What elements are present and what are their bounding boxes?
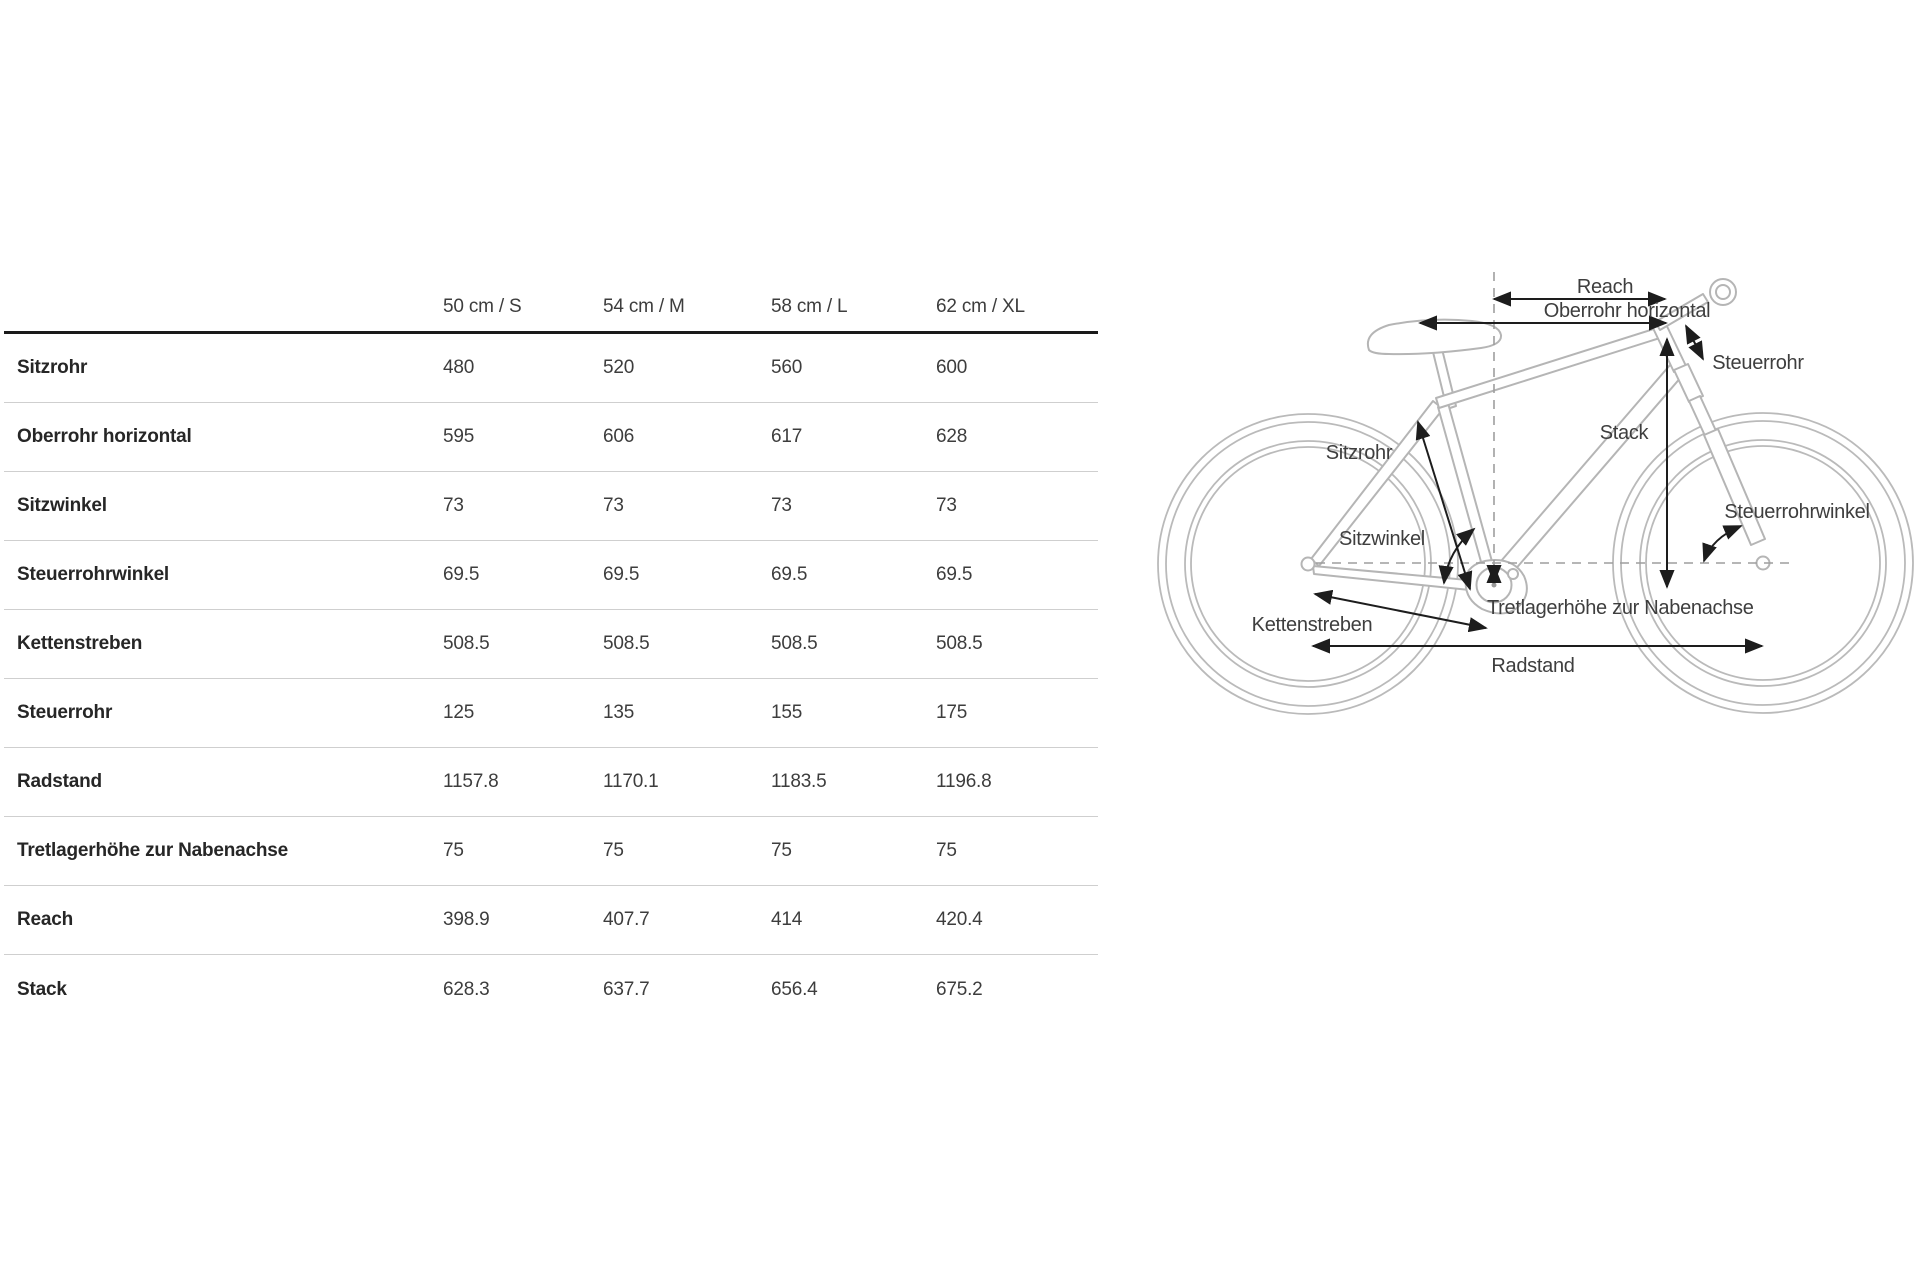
geometry-value: 1157.8 xyxy=(443,771,499,792)
sitzwinkel-label: Sitzwinkel xyxy=(1339,528,1425,550)
geometry-value: 73 xyxy=(603,495,624,516)
row-label: Reach xyxy=(17,909,74,930)
geometry-value: 73 xyxy=(936,495,957,516)
row-label: Sitzwinkel xyxy=(17,495,107,516)
geometry-value: 675.2 xyxy=(936,978,983,1000)
row-label: Sitzrohr xyxy=(17,357,88,378)
geometry-value: 520 xyxy=(603,357,635,378)
geometry-value: 656.4 xyxy=(771,978,818,1000)
size-header-xl: 62 cm / XL xyxy=(936,296,1025,317)
geometry-value: 75 xyxy=(603,840,624,861)
oberrohr-label: Oberrohr horizontal xyxy=(1543,300,1711,322)
table-row xyxy=(4,334,1098,403)
table-row xyxy=(4,541,1098,610)
table-row xyxy=(4,610,1098,679)
table-row xyxy=(4,817,1098,886)
head-tube xyxy=(1652,320,1686,372)
table-row xyxy=(4,748,1098,817)
size-header-m: 54 cm / M xyxy=(603,296,685,317)
geometry-value: 125 xyxy=(443,702,475,723)
row-label: Steuerrohrwinkel xyxy=(17,564,170,585)
geometry-value: 595 xyxy=(443,426,475,447)
geometry-value: 398.9 xyxy=(443,909,490,930)
geometry-value: 420.4 xyxy=(936,909,983,930)
table-row xyxy=(4,955,1098,1024)
geometry-value: 508.5 xyxy=(771,633,818,654)
geometry-value: 75 xyxy=(443,840,464,861)
geometry-value: 75 xyxy=(771,840,792,861)
steuerrohrwinkel-arc xyxy=(1704,526,1741,561)
geometry-value: 69.5 xyxy=(936,564,973,585)
tretlagerhoehe-label: Tretlagerhöhe zur Nabenachse xyxy=(1487,597,1754,619)
table-row xyxy=(4,403,1098,472)
geometry-value: 508.5 xyxy=(603,633,650,654)
steuerrohr-label: Steuerrohr xyxy=(1712,352,1804,374)
geometry-value: 617 xyxy=(771,426,803,447)
table-row xyxy=(4,472,1098,541)
geometry-value: 600 xyxy=(936,357,968,378)
rear-axle xyxy=(1302,558,1315,571)
saddle xyxy=(1368,320,1501,354)
diagram-labels xyxy=(1252,276,1870,677)
geometry-value: 175 xyxy=(936,702,968,723)
geometry-table xyxy=(4,283,1098,1024)
geometry-value: 407.7 xyxy=(603,909,650,930)
geometry-value: 508.5 xyxy=(936,633,983,654)
geometry-value: 69.5 xyxy=(443,564,480,585)
size-header-s: 50 cm / S xyxy=(443,296,522,317)
geometry-value: 637.7 xyxy=(603,978,650,1000)
geometry-value: 1170.1 xyxy=(603,771,659,792)
geometry-value: 508.5 xyxy=(443,633,490,654)
chainring-bolt xyxy=(1508,569,1518,579)
row-label: Stack xyxy=(17,978,67,1000)
geometry-value: 1183.5 xyxy=(771,771,827,792)
row-label: Oberrohr horizontal xyxy=(17,426,192,447)
geometry-value: 75 xyxy=(936,840,957,861)
geometry-value: 628 xyxy=(936,426,968,447)
bike-geometry-diagram xyxy=(1150,255,1920,735)
sitzrohr-label: Sitzrohr xyxy=(1325,442,1393,464)
radstand-label: Radstand xyxy=(1491,655,1575,677)
reach-label: Reach xyxy=(1576,276,1634,298)
row-label: Tretlagerhöhe zur Nabenachse xyxy=(17,840,289,861)
geometry-value: 73 xyxy=(443,495,464,516)
table-row xyxy=(4,886,1098,955)
geometry-value: 606 xyxy=(603,426,635,447)
size-header-l: 58 cm / L xyxy=(771,296,848,317)
row-label: Kettenstreben xyxy=(17,633,143,654)
stack-label: Stack xyxy=(1599,422,1649,444)
geometry-value: 480 xyxy=(443,357,475,378)
geometry-value: 135 xyxy=(603,702,635,723)
table-row xyxy=(4,679,1098,748)
geometry-value: 69.5 xyxy=(603,564,640,585)
row-label: Radstand xyxy=(17,771,102,792)
geometry-value: 1196.8 xyxy=(936,771,992,792)
geometry-value: 155 xyxy=(771,702,803,723)
geometry-value: 414 xyxy=(771,909,803,930)
geometry-value: 560 xyxy=(771,357,803,378)
geometry-value: 69.5 xyxy=(771,564,808,585)
geometry-value: 628.3 xyxy=(443,978,490,1000)
handlebar-grip-inner xyxy=(1716,285,1730,299)
kettenstreben-label: Kettenstreben xyxy=(1251,614,1373,636)
steuerrohr-arrow xyxy=(1686,326,1703,359)
steuerrohrwinkel-label: Steuerrohrwinkel xyxy=(1724,501,1870,523)
geometry-value: 73 xyxy=(771,495,792,516)
table-header-row xyxy=(4,283,1098,334)
row-label: Steuerrohr xyxy=(17,702,113,723)
down-tube xyxy=(1489,365,1682,586)
